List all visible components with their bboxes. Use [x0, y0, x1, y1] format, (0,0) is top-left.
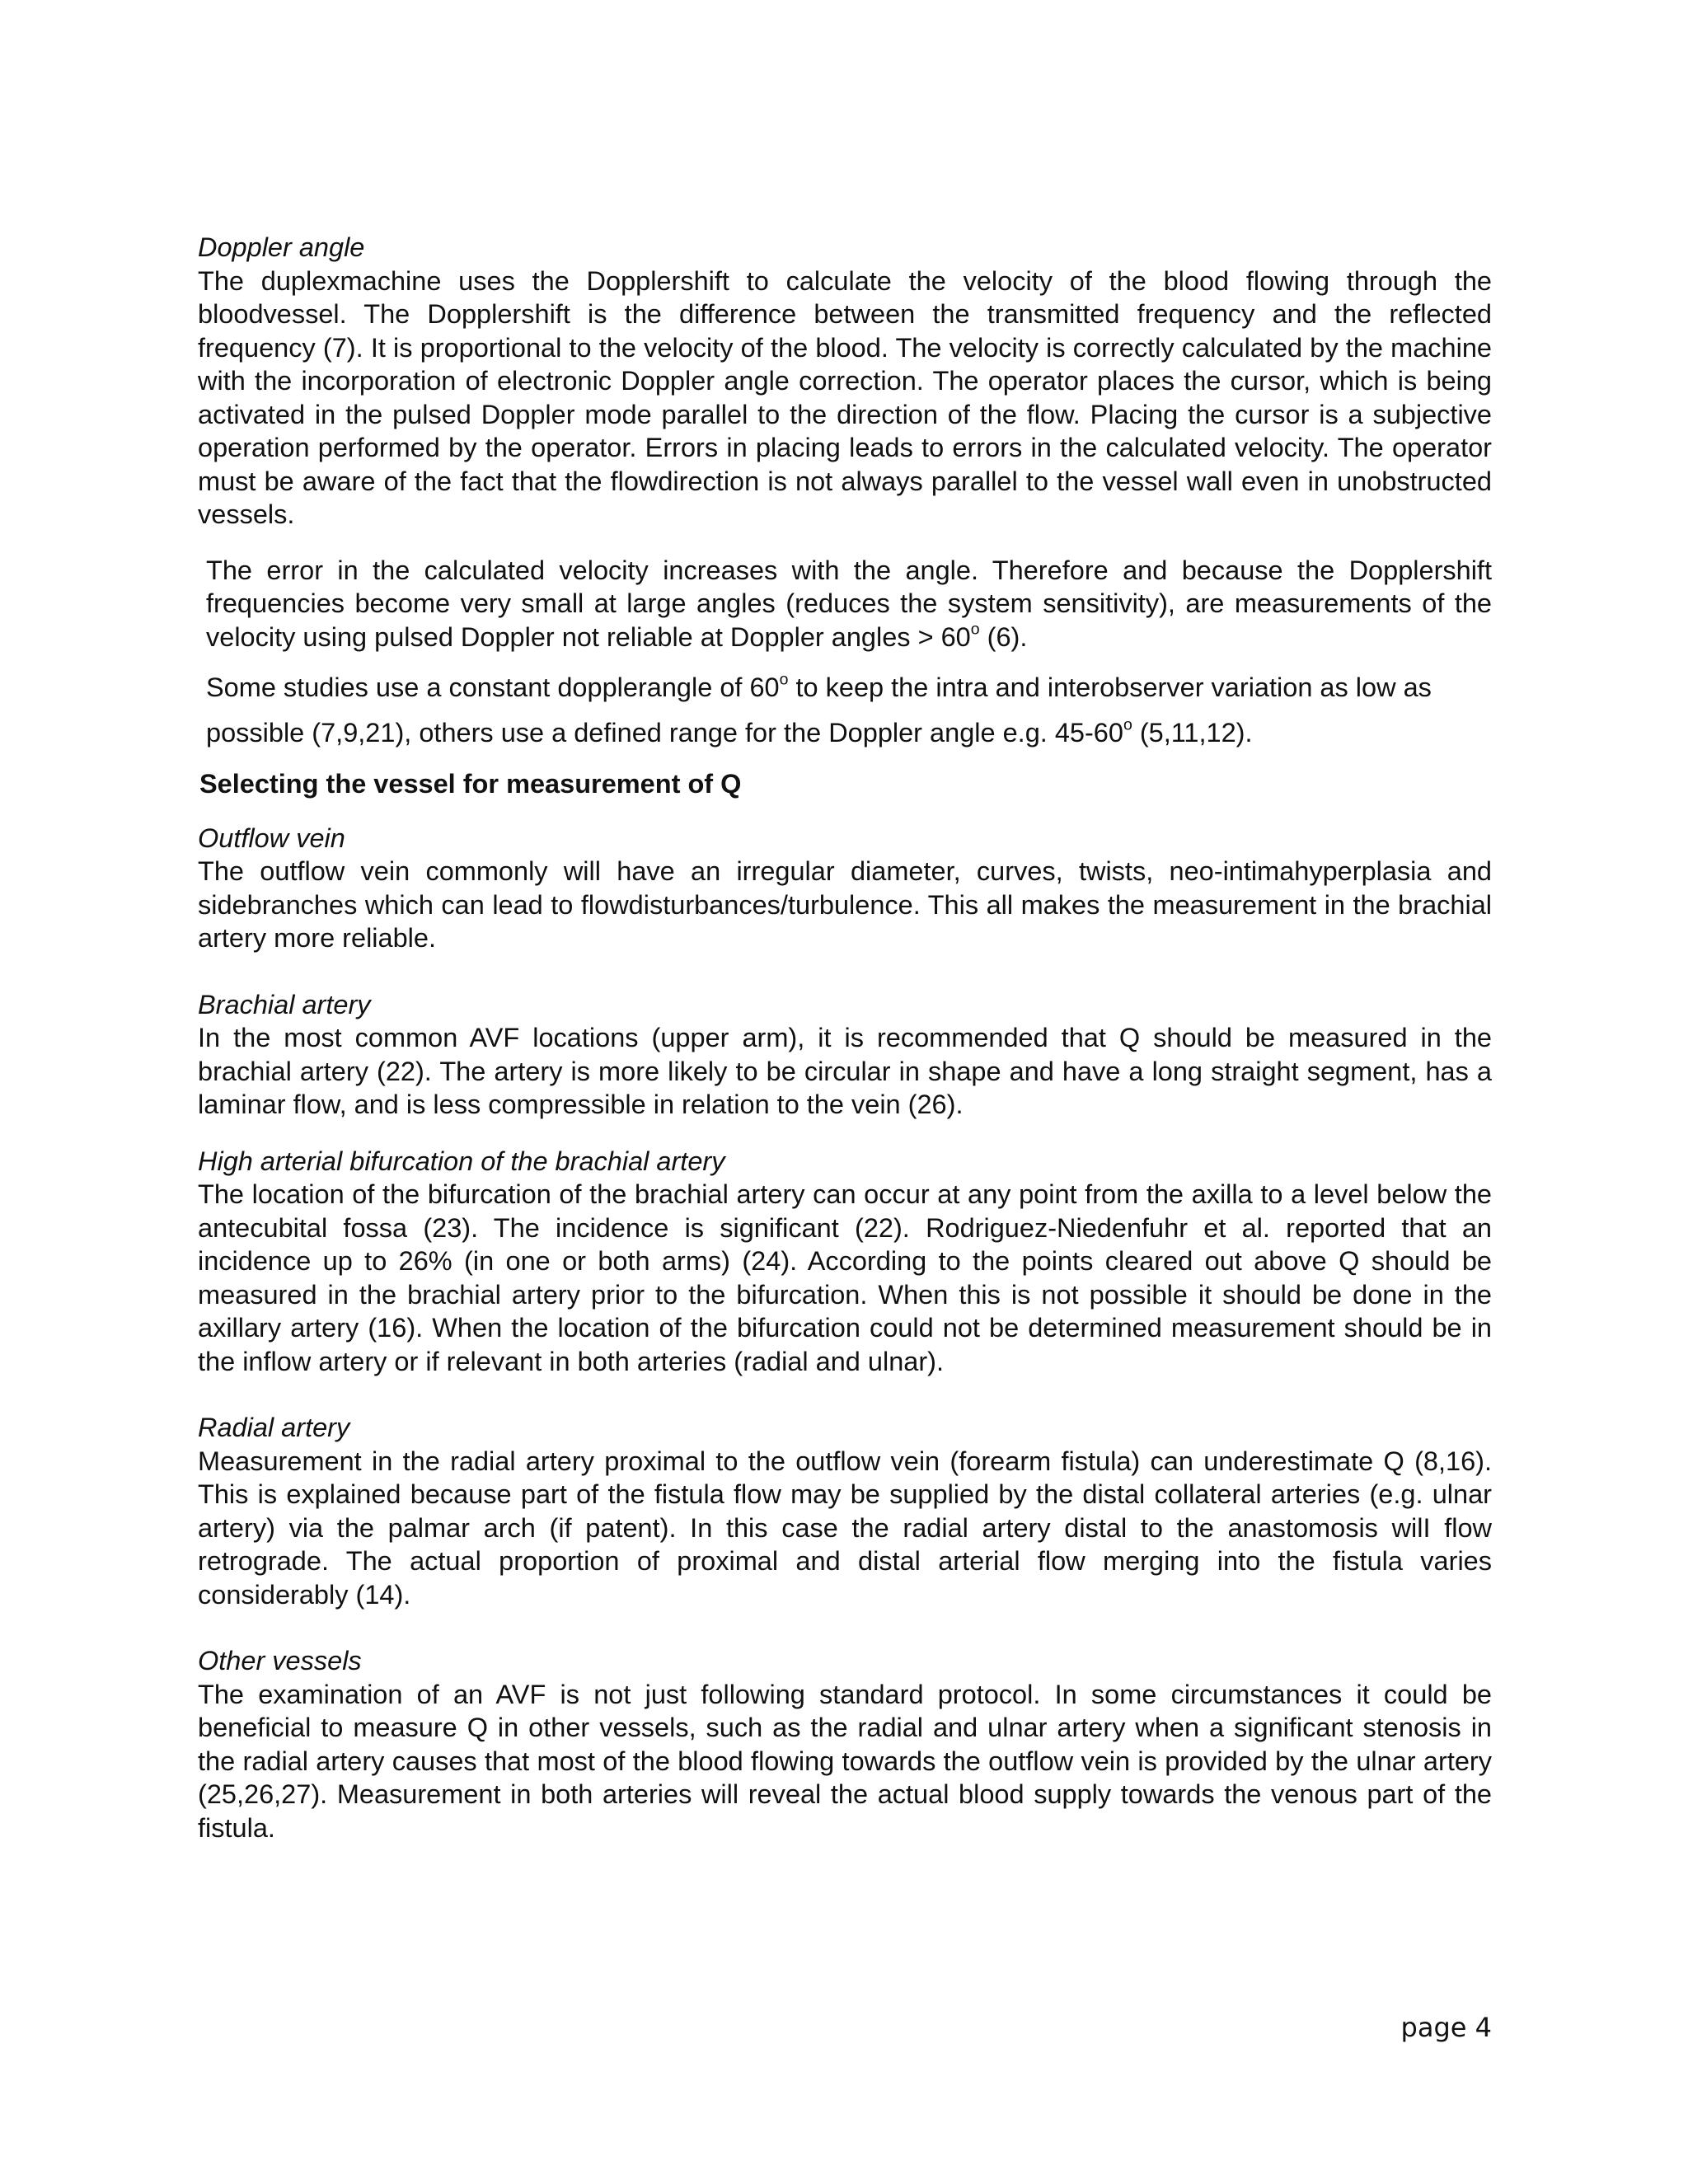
- subheading-brachial-artery: Brachial artery: [198, 989, 371, 1019]
- degree-superscript: o: [1123, 715, 1132, 734]
- paragraph-constant-angle: [198, 665, 1492, 756]
- document-page: [198, 231, 1492, 1844]
- angle-error-ref: (6).: [979, 621, 1028, 652]
- constant-angle-text: Some studies use a constant dopplerangle of 60: [206, 673, 780, 702]
- subheading-radial-artery: Radial artery: [198, 1413, 350, 1442]
- paragraph-angle-error: [198, 554, 1492, 654]
- constant-angle-ref: (5,11,12).: [1132, 718, 1253, 748]
- page-number: page 4: [1400, 2012, 1492, 2043]
- paragraph-brachial-artery: In the most common AVF locations (upper arm), it is recommended that Q should be measured in the brachial artery (22). The artery is more likely to be circular in shape and have a long straight segment, has a laminar flow, and is less compressible in relation to the vein (26).: [198, 1023, 1492, 1119]
- paragraph-outflow-vein: The outflow vein commonly will have an irregular diameter, curves, twists, neo-intimahyperplasia and sidebranches which can lead to flowdisturbances/turbulence. This all makes the measurement in the brachial artery more reliable.: [198, 856, 1492, 953]
- paragraph-doppler-angle: The duplexmachine uses the Dopplershift to calculate the velocity of the blood flowing through the bloodvessel. The Dopplershift is the difference between the transmitted frequency and the reflected frequency (7). It is proportional to the velocity of the blood. The velocity is correctly calculated by the machine with the incorporation of electronic Doppler angle correction. The operator places the cursor, which is being activated in the pulsed Doppler mode parallel to the direction of the flow. Placing the cursor is a subjective operation performed by the operator. Errors in placing leads to errors in the calculated velocity. The operator must be aware of the fact that the flowdirection is not always parallel to the vessel wall even in unobstructed vessels.: [198, 265, 1492, 529]
- angle-error-text: The error in the calculated velocity increases with the angle. Therefore and because the Dopplershift frequencies become very small at large angles (reduces the system sensitivity), are measurements of the velocity using pulsed Doppler not reliable at Doppler angles > 60: [206, 555, 1492, 652]
- paragraph-radial-artery: Measurement in the radial artery proximal to the outflow vein (forearm fistula) can underestimate Q (8,16). This is explained because part of the fistula flow may be supplied by the distal collateral arteries (e.g. ulnar artery) via the palmar arch (if patent). In this case the radial artery distal to the anastomosis wilI flow retrograde. The actual proportion of proximal and distal arterial flow merging into the fistula varies considerably (14).: [198, 1446, 1492, 1610]
- degree-superscript: o: [970, 619, 980, 638]
- degree-superscript: o: [779, 670, 789, 689]
- section-heading-selecting-vessel: Selecting the vessel for measurement of Q: [199, 769, 742, 799]
- paragraph-other-vessels: The examination of an AVF is not just following standard protocol. In some circumstances it could be beneficial to measure Q in other vessels, such as the radial and ulnar artery when a significant stenosis in the radial artery causes that most of the blood flowing towards the outflow vein is provided by the ulnar artery (25,26,27). Measurement in both arteries will reveal the actual blood supply towards the venous part of the fistula.: [198, 1679, 1492, 1843]
- subheading-doppler-angle: Doppler angle: [198, 232, 365, 262]
- subheading-other-vessels: Other vessels: [198, 1646, 362, 1675]
- subheading-outflow-vein: Outflow vein: [198, 823, 345, 853]
- subheading-high-bifurcation: High arterial bifurcation of the brachial artery: [198, 1146, 725, 1176]
- paragraph-high-bifurcation: The location of the bifurcation of the brachial artery can occur at any point from the axilla to a level below the antecubital fossa (23). The incidence is significant (22). Rodriguez-Niedenfuhr et al. reported that an incidence up to 26% (in one or both arms) (24). According to the points cleared out above Q should be measured in the brachial artery prior to the bifurcation. When this is not possible it should be done in the axillary artery (16). When the location of the bifurcation could not be determined measurement should be in the inflow artery or if relevant in both arteries (radial and ulnar).: [198, 1179, 1492, 1376]
- constant-angle-text-cont: to keep the intra and interobserver variation as low as possible (7,9,21), others use a defined range for the Doppler angle e.g. 45-60: [206, 673, 1432, 748]
